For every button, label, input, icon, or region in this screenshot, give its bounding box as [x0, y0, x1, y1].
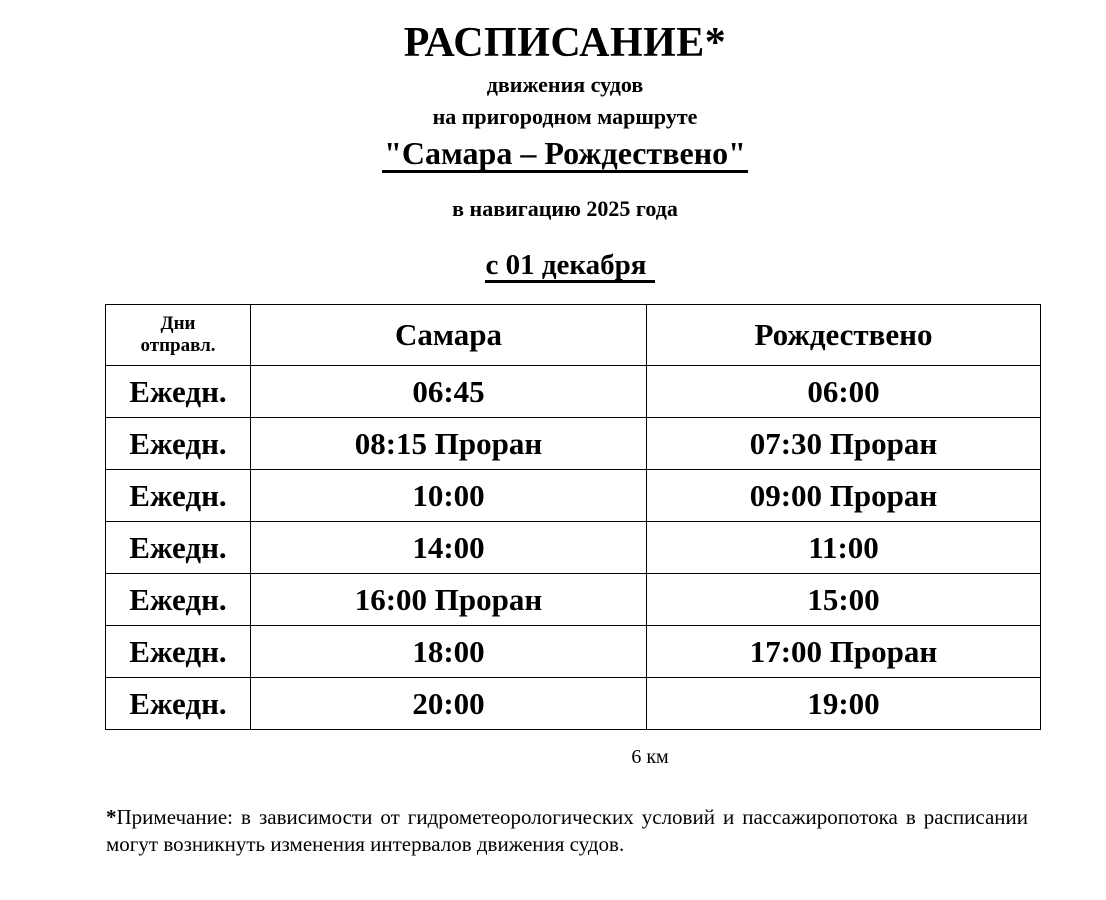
table-row: [106, 418, 1041, 470]
effective-date: [0, 247, 1106, 283]
table-row: [106, 470, 1041, 522]
subtitle-line-1: движения судов: [486, 72, 644, 97]
header-days: [106, 305, 251, 366]
effective-date-text: с 01 декабря: [485, 250, 654, 283]
cell-rozhdestveno-time: 19:00: [647, 678, 1041, 730]
table-row: [106, 366, 1041, 418]
cell-samara-time: 16:00 Проран: [251, 574, 647, 626]
cell-rozhdestveno-time: 06:00: [647, 366, 1041, 418]
schedule-table: [105, 304, 1041, 730]
table-row: [106, 678, 1041, 730]
cell-samara-time: 08:15 Проран: [251, 418, 647, 470]
page-title: РАСПИСАНИЕ*: [403, 20, 727, 66]
cell-samara-time: 06:45: [251, 366, 647, 418]
header-rozhdestveno: Рождествено: [647, 305, 1041, 366]
navigation-season: в навигацию 2025 года: [452, 196, 678, 221]
route-name: [0, 133, 1106, 173]
footnote-asterisk: *: [106, 805, 117, 829]
cell-rozhdestveno-time: 09:00 Проран: [647, 470, 1041, 522]
cell-samara-time: 18:00: [251, 626, 647, 678]
header-days-line-1: Дни: [160, 313, 196, 334]
cell-days: Ежедн.: [106, 574, 251, 626]
route-name-text: "Самара – Рождествено": [384, 135, 746, 171]
table-row: [106, 626, 1041, 678]
subtitle-line-2: на пригородном маршруте: [432, 104, 698, 129]
cell-rozhdestveno-time: 07:30 Проран: [647, 418, 1041, 470]
cell-samara-time: 10:00: [251, 470, 647, 522]
footnote-text: Примечание: в зависимости от гидрометеорологических условий и пассажиропотока в расписании могут возникнуть изменения интервалов движения судов.: [106, 805, 1028, 856]
cell-days: Ежедн.: [106, 522, 251, 574]
route-distance: 6 км: [631, 746, 669, 768]
cell-days: Ежедн.: [106, 678, 251, 730]
header-samara: Самара: [251, 305, 647, 366]
cell-samara-time: 14:00: [251, 522, 647, 574]
cell-rozhdestveno-time: 11:00: [647, 522, 1041, 574]
footnote: [106, 804, 1028, 858]
cell-days: Ежедн.: [106, 366, 251, 418]
cell-rozhdestveno-time: 17:00 Проран: [647, 626, 1041, 678]
cell-days: Ежедн.: [106, 418, 251, 470]
cell-days: Ежедн.: [106, 470, 251, 522]
table-row: [106, 522, 1041, 574]
header-days-line-2: отправл.: [140, 335, 216, 356]
table-row: [106, 574, 1041, 626]
table-header-row: [106, 305, 1041, 366]
cell-rozhdestveno-time: 15:00: [647, 574, 1041, 626]
cell-days: Ежедн.: [106, 626, 251, 678]
cell-samara-time: 20:00: [251, 678, 647, 730]
